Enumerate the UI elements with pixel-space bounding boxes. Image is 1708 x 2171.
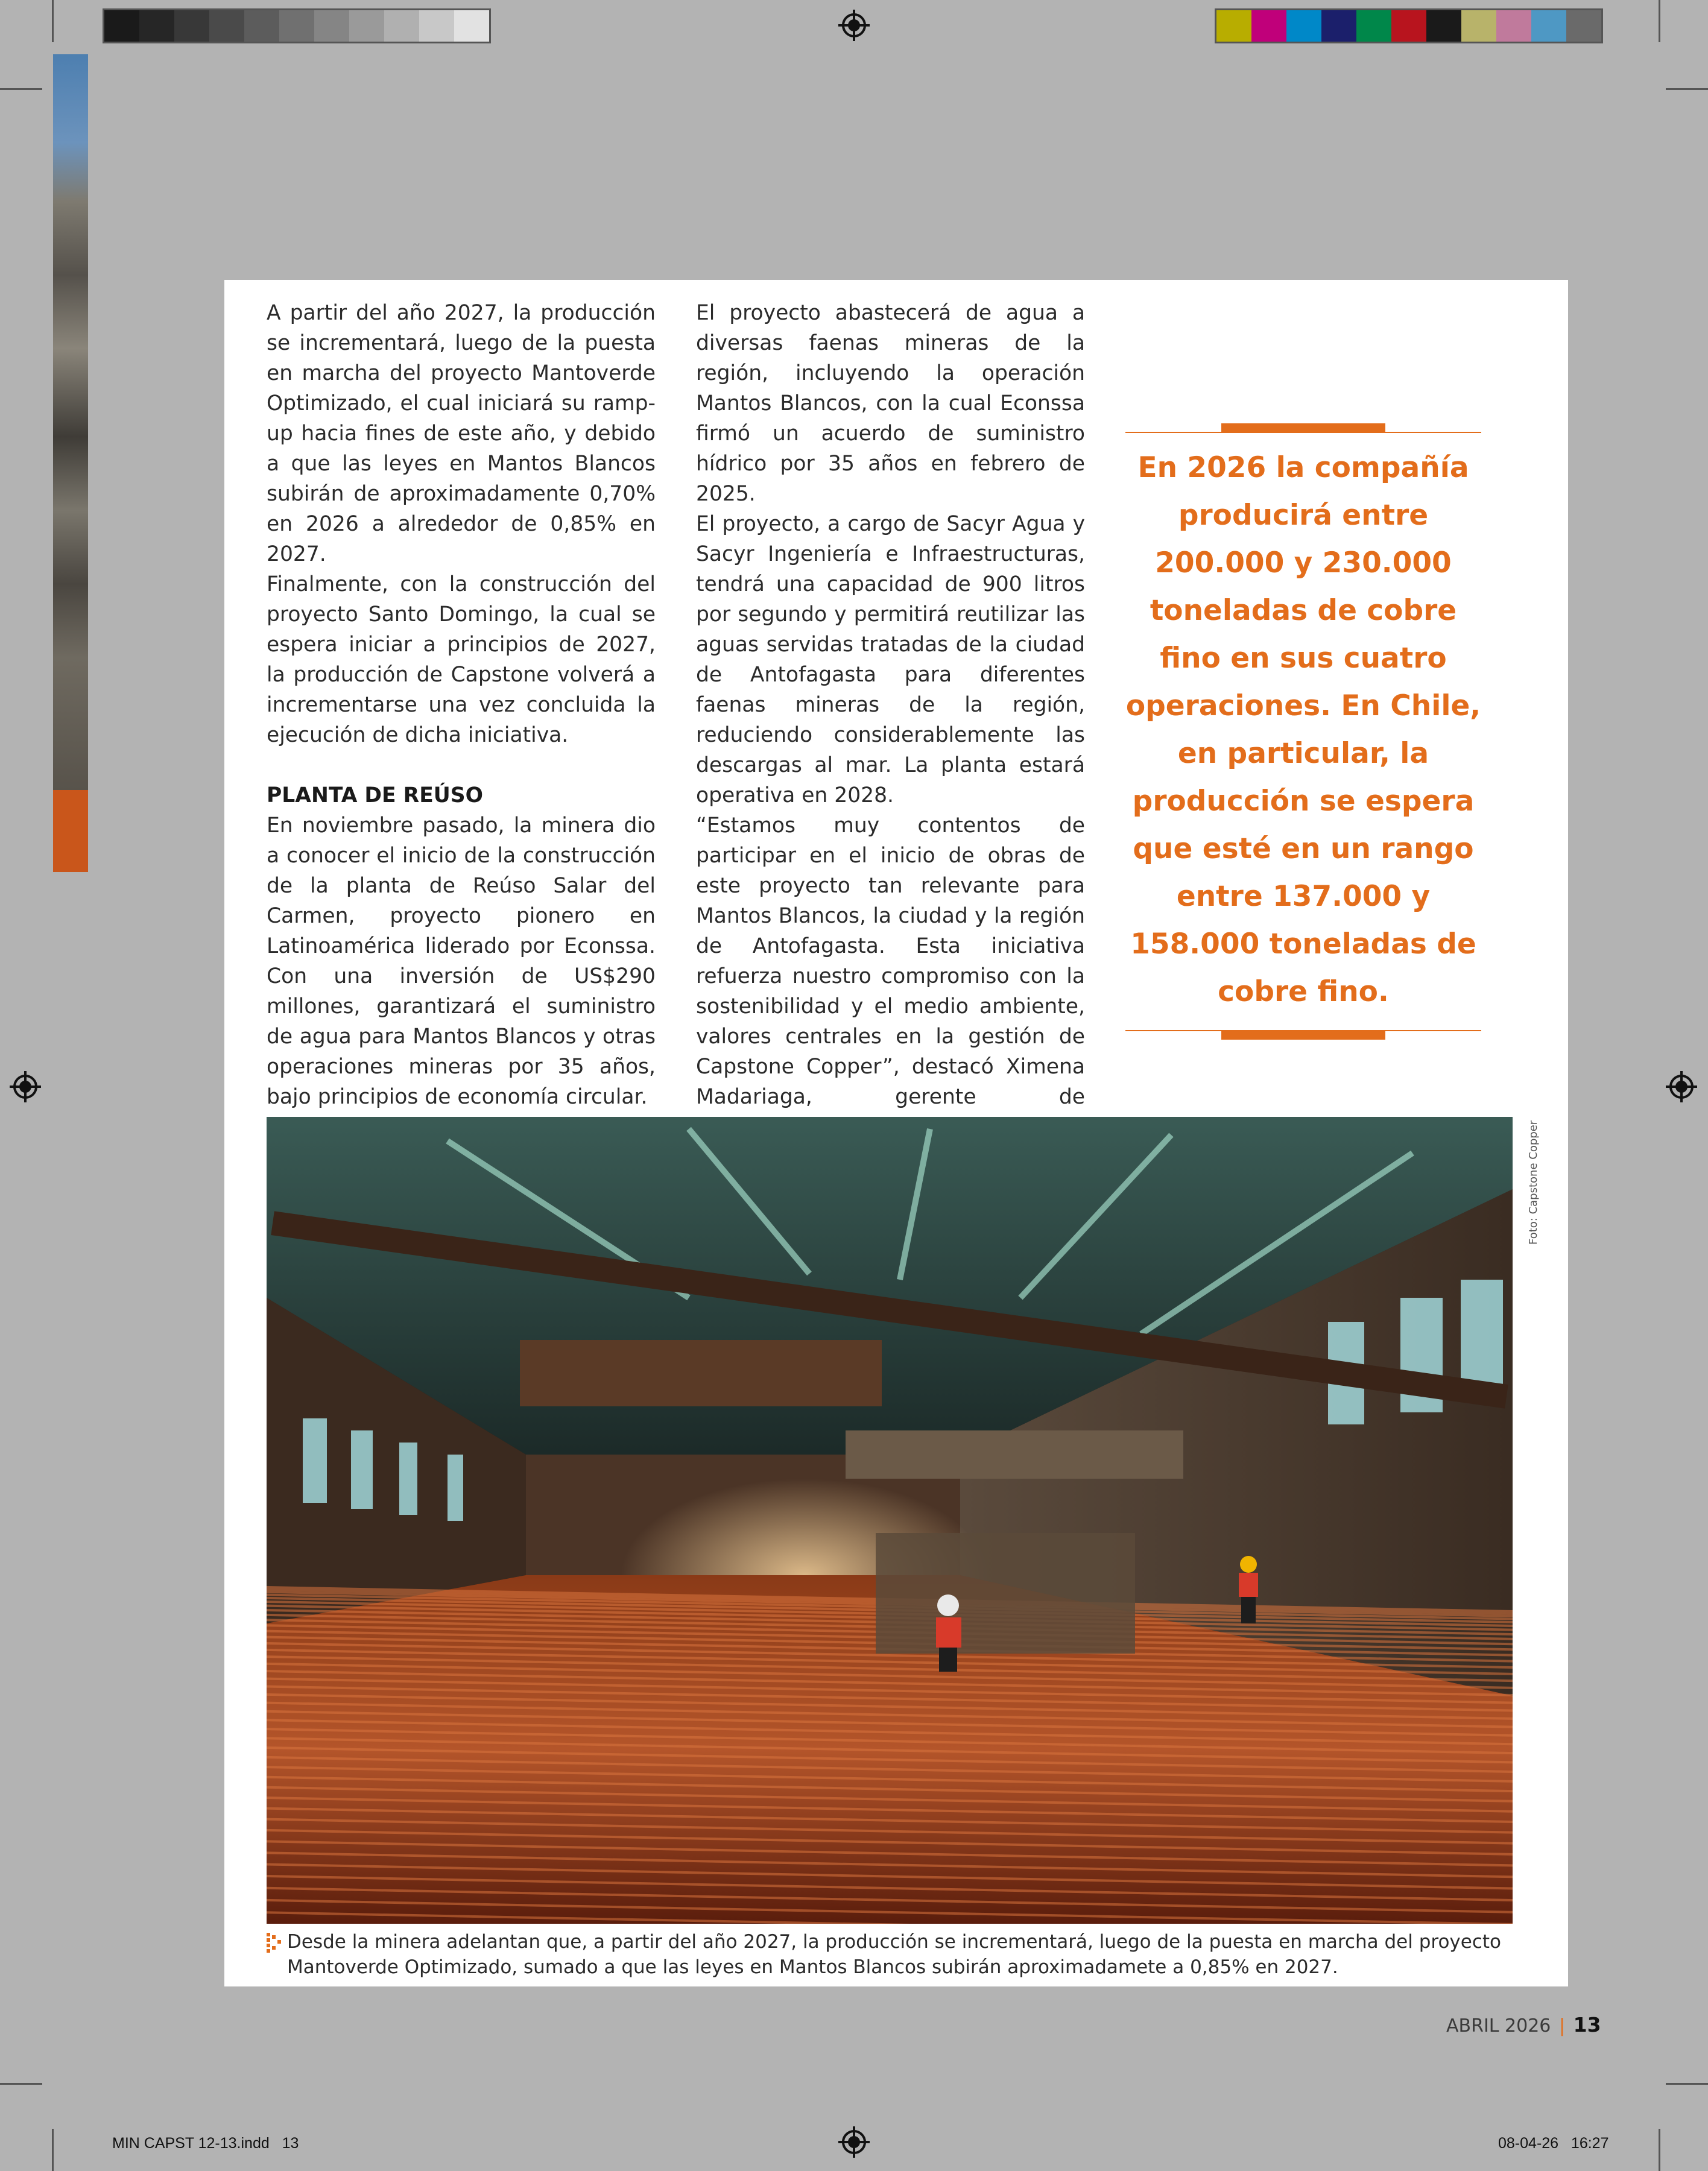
article-column-1	[267, 298, 656, 1112]
registration-mark-top	[838, 10, 870, 41]
pull-quote-bar-bottom	[1221, 1031, 1385, 1040]
color-swatch	[1426, 10, 1461, 42]
paragraph: El proyecto abastecerá de agua a diversas faenas mineras de la región, incluyendo la operación Mantos Blancos, con la cual Econssa firmó un acuerdo de suministro hídrico por 35 años en febrero de 2025.	[696, 301, 1085, 506]
cmyk-color-bar	[1215, 8, 1603, 43]
color-swatch	[209, 10, 244, 42]
slug-file-name: MIN CAPST 12-13.indd 13	[112, 2135, 299, 2152]
gray-color-bar	[103, 8, 491, 43]
color-swatch	[1356, 10, 1391, 42]
color-swatch	[384, 10, 419, 42]
paragraph: En noviembre pasado, la minera dio a conocer el inicio de la construcción de la planta de Reúso Salar del Carmen, proyecto pionero en Latinoamérica liderado por Econssa. Con una inversión de US$290 millones, garantizará el suministro de agua para Mantos Blancos y otras operaciones mineras por 35 años, bajo principios de economía circular.	[267, 814, 656, 1109]
crop-mark	[1659, 2129, 1660, 2171]
pull-quote-text: En 2026 la compañía producirá entre 200.000 y 230.000 toneladas de cobre fino en sus cuatro operaciones. En Chile, en particular, la producción se espera que esté en un rango entre 137.000 y 158.000 toneladas de cobre fino.	[1125, 451, 1481, 1008]
page-number: 13	[1573, 2013, 1601, 2037]
magazine-page	[224, 280, 1568, 1986]
color-swatch	[1461, 10, 1496, 42]
color-swatch	[104, 10, 139, 42]
caption-text: Desde la minera adelantan que, a partir del año 2027, la producción se incrementará, luego de la puesta en marcha del proyecto Mantoverde Optimizado, sumado a que las leyes en Mantos Blancos subirán aproximadamete a 0,85% en 2027.	[287, 1931, 1502, 1978]
color-swatch	[1391, 10, 1426, 42]
color-swatch	[419, 10, 454, 42]
color-swatch	[1566, 10, 1601, 42]
folio-separator: |	[1558, 2015, 1566, 2037]
paragraph: “Estamos muy contentos de participar en el inicio de obras de este proyecto tan relevante para Mantos Blancos, la ciudad y la región de Antofagasta. Esta iniciativa refuerza nuestro compromiso con la sostenibilidad y el medio ambiente, valores centrales en la gestión de Capstone Copper”, destacó Ximena Madariaga, gerente de	[696, 814, 1085, 1109]
color-swatch	[1216, 10, 1251, 42]
crop-mark	[1659, 0, 1660, 42]
pull-quote-bar-top	[1221, 423, 1385, 432]
slug-timestamp: 08-04-26 16:27	[1498, 2135, 1609, 2152]
registration-mark-right	[1666, 1071, 1697, 1102]
crop-mark	[0, 88, 42, 90]
bleed-orange-band	[53, 790, 88, 872]
issue-date: ABRIL 2026	[1446, 2015, 1551, 2037]
photo-caption	[267, 1929, 1513, 1980]
color-swatch	[244, 10, 279, 42]
paragraph: Finalmente, con la construcción del proyecto Santo Domingo, la cual se espera iniciar a principios de 2027, la producción de Capstone volverá a incrementarse una vez concluida la ejecución de dicha iniciativa.	[267, 572, 656, 747]
color-swatch	[1531, 10, 1566, 42]
color-swatch	[314, 10, 349, 42]
color-swatch	[1321, 10, 1356, 42]
tankhouse-illustration	[267, 1117, 1513, 1924]
crop-mark	[52, 2129, 54, 2171]
article-column-2	[696, 298, 1085, 1172]
caption-dots-icon	[267, 1933, 281, 1953]
color-swatch	[1251, 10, 1286, 42]
color-swatch	[454, 10, 489, 42]
color-swatch	[349, 10, 384, 42]
bleed-image-strip	[53, 54, 88, 790]
photo-credit: Foto: Capstone Copper	[1527, 1120, 1540, 1245]
crop-mark	[52, 0, 54, 42]
color-swatch	[139, 10, 174, 42]
registration-mark-left	[10, 1071, 41, 1102]
paragraph: A partir del año 2027, la producción se incrementará, luego de la puesta en marcha del proyecto Mantoverde Optimizado, el cual iniciará su ramp-up hacia fines de este año, y debido a que las leyes en Mantos Blancos subirán de aproximadamente 0,70% en 2026 a alrededor de 0,85% en 2027.	[267, 301, 656, 566]
page-folio	[1446, 2013, 1601, 2037]
pull-quote	[1125, 423, 1481, 1040]
crop-mark	[1666, 2083, 1708, 2085]
crop-mark	[0, 2083, 42, 2085]
paragraph: El proyecto, a cargo de Sacyr Agua y Sacyr Ingeniería e Infraestructuras, tendrá una capacidad de 900 litros por segundo y permitirá reutilizar las aguas servidas tratadas de la ciudad de Antofagasta para diferentes faenas mineras de la región, reduciendo considerablemente las descargas al mar. La planta estará operativa en 2028.	[696, 512, 1085, 807]
crop-mark	[1666, 88, 1708, 90]
registration-mark-bottom	[838, 2126, 870, 2158]
color-swatch	[1286, 10, 1321, 42]
color-swatch	[1496, 10, 1531, 42]
color-swatch	[174, 10, 209, 42]
section-heading: PLANTA DE REÚSO	[267, 783, 483, 807]
photo-copper-tankhouse	[267, 1117, 1513, 1924]
color-swatch	[279, 10, 314, 42]
